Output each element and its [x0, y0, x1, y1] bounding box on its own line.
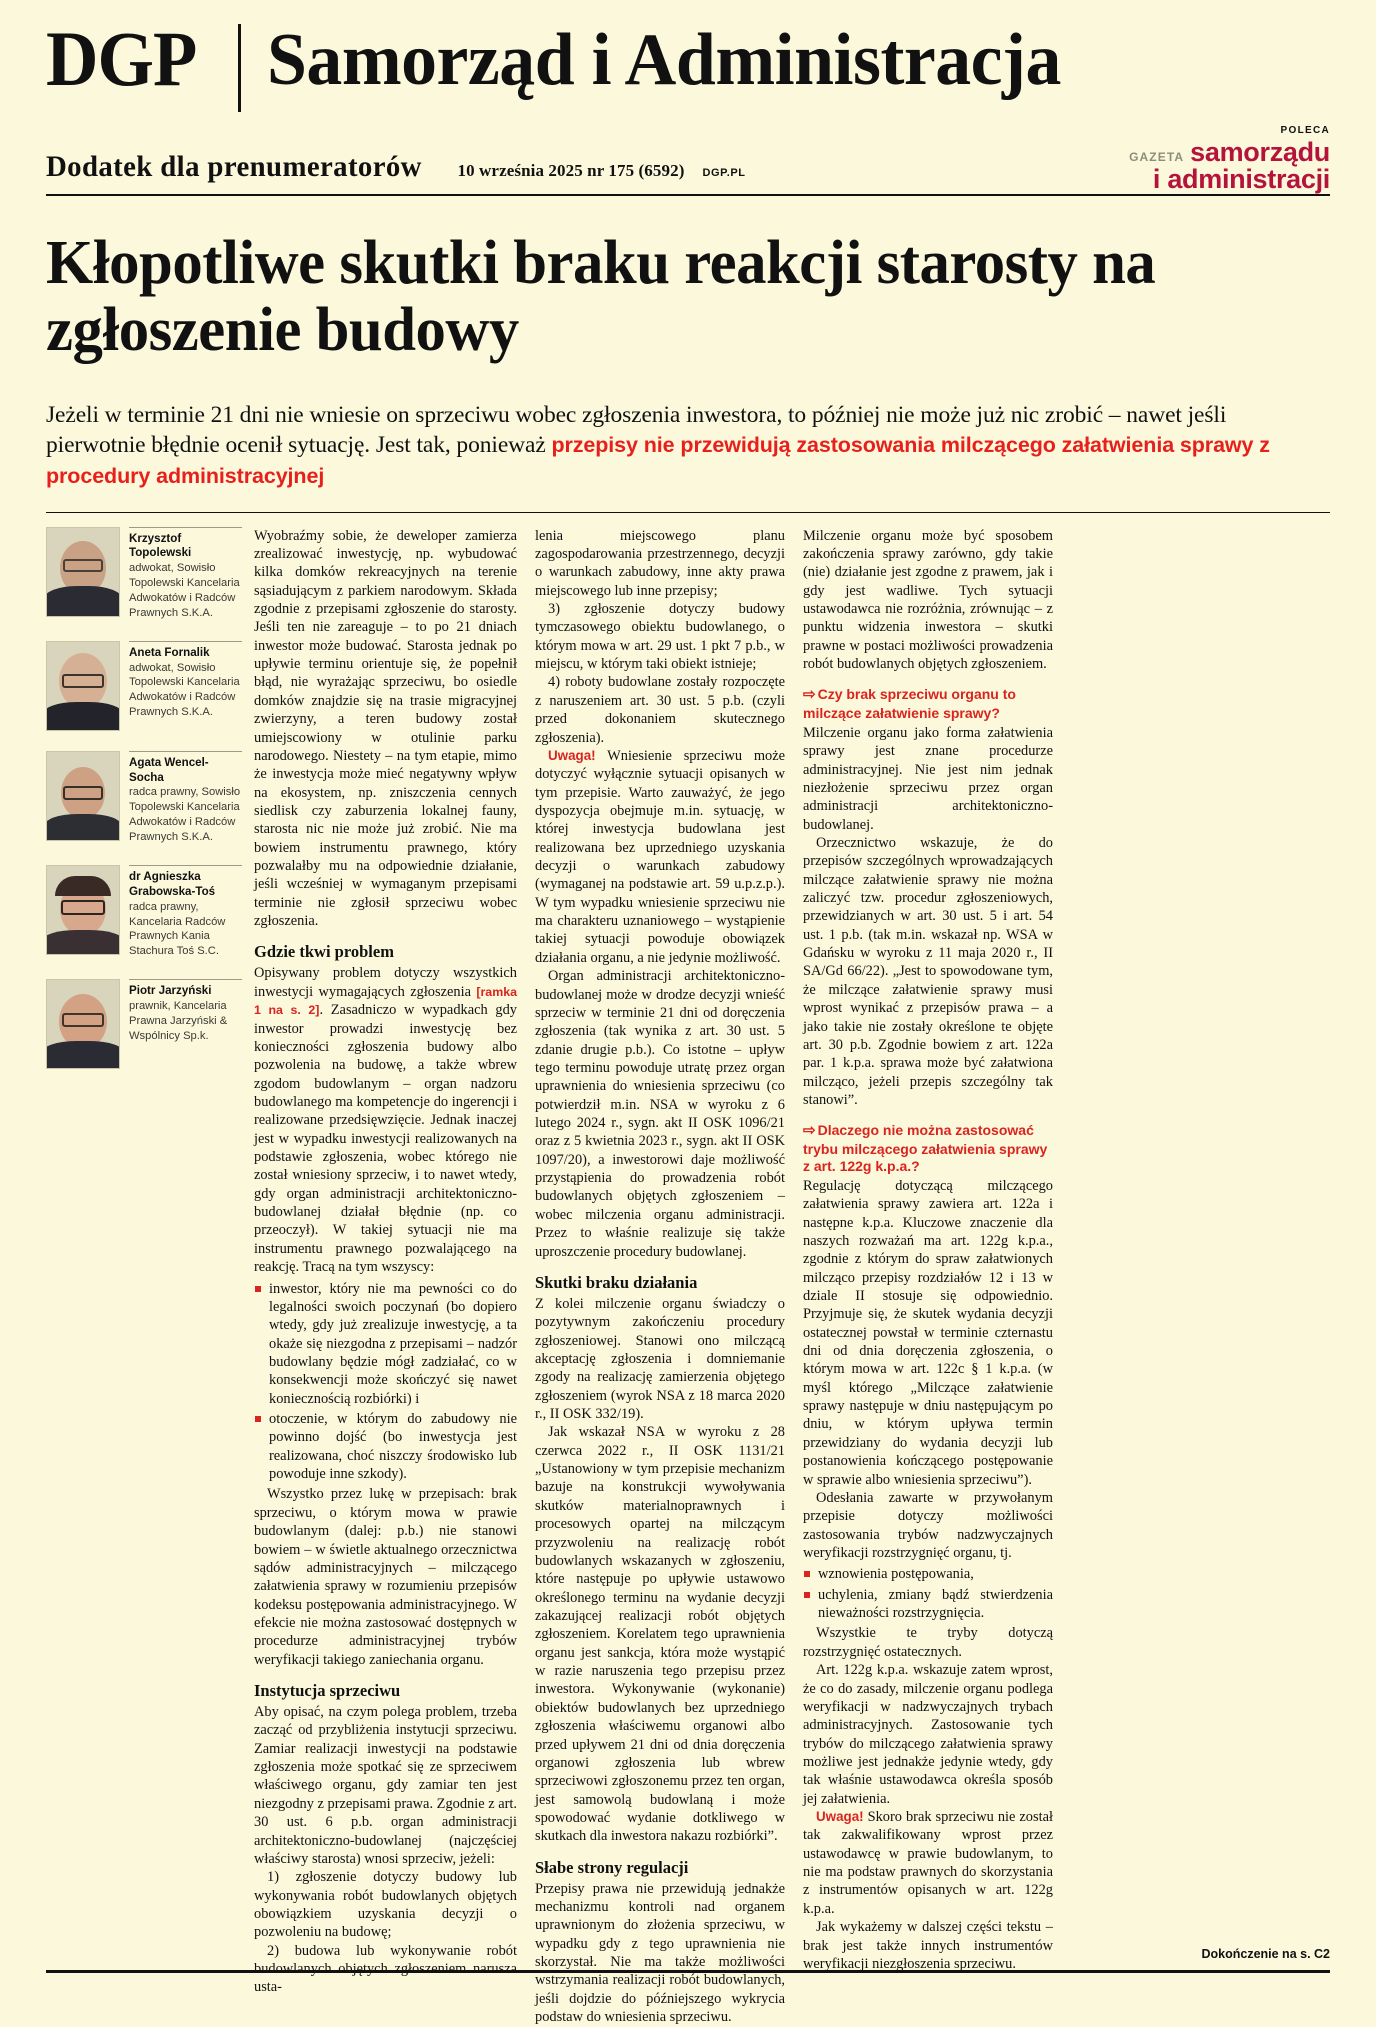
author-card	[46, 751, 242, 845]
partner-brand	[1129, 125, 1330, 194]
author-card	[46, 641, 242, 731]
author-card	[46, 527, 242, 621]
notice-label: Uwaga!	[816, 1809, 864, 1825]
paragraph	[803, 1808, 1053, 1918]
author-rule	[129, 641, 242, 642]
paragraph: Jak wskazał NSA w wyroku z 28 czerwca 2022 r., II OSK 1131/21 „Ustanowiony w tym przepisie mechanizm bazuje na konstrukcji wywoływania skutków materialnoprawnych i procesowych opartej na milczącym przyzwoleniu na realizację robót budowlanych wskazanych w zgłoszeniu, które następuje po upływie ustawowo określonego terminu na wydanie decyzji zakazującej realizacji robót objętych zgłoszeniem. Korelatem tego uprawnienia organu jest sankcja, która może wystąpić w razie naruszenia tego przepisu przez inwestora. Wykonywanie (wykonanie) obiektów budowlanych bez uprzedniego zgłoszenia właściwemu organowi albo przed upływem 21 dni od dnia doręczenia organowi zgłoszenia lub wbrew sprzeciwowi zgłoszonemu przez ten organ, jest samowolą budowlaną i może spowodować wydanie dotkliwego w skutkach dla inwestora nakazu rozbiórki”.	[535, 1424, 785, 1845]
author-rule	[129, 751, 242, 752]
author-role: adwokat, Sowisło Topolewski Kancelaria Adwokatów i Radców Prawnych S.K.A.	[129, 661, 240, 719]
avatar	[46, 865, 120, 955]
paragraph: Organ administracji architektoniczno-budowlanej może w drodze decyzji wnieść sprzeciw w terminie 21 dni od doręczenia zgłoszenia (tak wynika z art. 30 ust. 5 zdanie drugie p.b.). Co istotne – upływ tego terminu powoduje utratę przez organ uprawnienia do wniesienia sprzeciwu (co potwierdził m.in. NSA w wyroku z 6 lutego 2024 r., sygn. akt II OSK 1096/21 oraz z 5 kwietnia 2023 r., sygn. akt II OSK 1097/20), a inwestorowi daje możliwość przystąpienia do prowadzenia robót budowlanych objętych zgłoszeniem – wobec milczenia organu administracji. Przez to właśnie realizuje się także uproszczenie procedury budowlanej.	[535, 968, 785, 1260]
avatar	[46, 751, 120, 841]
author-role: adwokat, Sowisło Topolewski Kancelaria Adwokatów i Radców Prawnych S.K.A.	[129, 562, 240, 619]
article-body	[46, 527, 1330, 2027]
paragraph: Z kolei milczenie organu świadczy o pozytywnym zakończeniu procedury zgłoszeniowej. Stanowi ono milczącą akceptację zgłoszenia i domniemanie zgody na realizację zamierzenia objętego zgłoszeniem (wyrok NSA z 18 marca 2020 r., II OSK 332/19).	[535, 1295, 785, 1423]
paragraph: Art. 122g k.p.a. wskazuje zatem wprost, że co do zasady, milczenie organu podlega weryfikacji w nadzwyczajnych trybach administracyjnych. Zastosowanie tych trybów do milczącego załatwienia sprawy możliwe jest jednakże jedynie wtedy, gdy tak właśnie ustawodawca określa sposób jej załatwienia.	[803, 1662, 1053, 1807]
paragraph-text: Wniesienie sprzeciwu może dotyczyć wyłącznie sytuacji opisanych w tym przepisie. Warto zauważyć, że jego dyspozycja obejmuje m.in. sytuację, w której inwestycja budowlana jest realizowana bez uprzedniego uzyskania decyzji o warunkach zabudowy (wymaganej na podstawie art. 59 u.p.z.p.). W tym wypadku wniesienie sprzeciwu nie ma charakteru uznaniowego – wystąpienie takiej sytuacji powoduje obowiązek działania organu, a nie jedynie możliwość.	[535, 747, 785, 966]
paragraph: Milczenie organu jako forma załatwienia sprawy jest znane procedurze administracyjnej. Nie jest nim jednak niezłożenie sprzeciwu przez organ administracji architektoniczno-budowlanej.	[803, 724, 1053, 833]
paragraph: Jak wykażemy w dalszej części tekstu – brak jest także innych instrumentów weryfikacji niezgłoszenia sprzeciwu.	[803, 1919, 1053, 1972]
author-role: prawnik, Kancelaria Prawna Jarzyński & Wspólnicy Sp.k.	[129, 1000, 228, 1042]
paragraph	[254, 964, 517, 1276]
author-rule	[129, 527, 242, 528]
masthead-title: Samorząd i Administracja	[266, 19, 1061, 101]
avatar	[46, 641, 120, 731]
paragraph: Aby opisać, na czym polega problem, trzeba zacząć od przybliżenia instytucji sprzeciwu. Zamiar realizacji inwestycji na podstawie zgłoszenia może spotkać się ze sprzeciwem właściwego organu, gdy zamiar ten jest niezgodny z przepisami prawa. Zgodnie z art. 30 ust. 6 p.b. organ administracji architektoniczno-budowlanej (najczęściej właściwy starosta) wnosi sprzeciw, jeżeli:	[254, 1704, 517, 1867]
bullet-list	[254, 1280, 517, 1484]
paragraph: Orzecznictwo wskazuje, że do przepisów szczególnych wprowadzających milczące załatwienie sprawy nie można zaliczyć tzw. procedur zgłoszeniowych, przewidzianych w art. 30 ust. 5 i art. 54 ust. 1 p.b. (tak m.in. wskazał np. WSA w Gdańsku w wyroku z 11 maja 2020 r., II SA/Gd 66/22). „Jest to spowodowane tym, że milczące załatwienie sprawy musi wprost wynikać z przepisów prawa – a jako takie nie zostały określone te objęte art. 30 p.b. Zgodnie bowiem z art. 122a par. 1 k.p.a. sprawa może być załatwiona milcząco, jeżeli przepis szczególny tak stanowi”.	[803, 834, 1053, 1108]
author-card	[46, 979, 242, 1069]
list-item: otoczenie, w którym do zabudowy nie powinno dojść (bo inwestycja jest realizowana, choć niszczy środowisko lub powoduje inne szkody).	[254, 1410, 517, 1483]
lead-highlight: przepisy nie przewidują zastosowania milczącego załatwienia sprawy z procedury administracyjnej	[46, 433, 1270, 488]
paragraph	[535, 747, 785, 967]
page-title: Kłopotliwe skutki braku reakcji starosty na zgłoszenie budowy	[46, 229, 1156, 364]
section-heading: Instytucja sprzeciwu	[254, 1681, 401, 1701]
paragraph: Odesłania zawarte w przywołanym przepisie dotyczy możliwości zastosowania trybów nadzwyczajnych weryfikacji rozstrzygnięć organu, tj.	[803, 1489, 1053, 1561]
section-heading: Gdzie tkwi problem	[254, 942, 394, 962]
footer-rule	[46, 1970, 1330, 1973]
paragraph: Wszystkie te tryby dotyczą rozstrzygnięć ostatecznych.	[803, 1625, 1053, 1660]
paragraph: Wszystko przez lukę w przepisach: brak sprzeciwu, o którym mowa w prawie budowlanym (dalej: p.b.) nie stanowi bowiem – w świetle aktualnego orzecznictwa sądów administracyjnych – milczącego załatwienia sprawy w rozumieniu przepisów kodeksu postępowania administracyjnego. W efekcie nie można zastosować dostępnych w procedurze administracyjnej trybów weryfikacji takiego zaniechania organu.	[254, 1486, 517, 1668]
question-heading-text: Dlaczego nie można zastosować trybu milczącego załatwienia sprawy z art. 122g k.p.a.?	[803, 1122, 1048, 1174]
masthead-divider	[238, 24, 241, 112]
list-item: wznowienia postępowania,	[803, 1565, 1053, 1583]
supplement-label: Dodatek dla prenumeratorów	[46, 150, 422, 183]
arrow-right-icon: ⇨	[803, 1122, 816, 1140]
dgp-logo: DGP	[46, 15, 197, 102]
notice-label: Uwaga!	[548, 747, 596, 763]
site-label: DGP.PL	[702, 167, 746, 179]
question-heading-text: Czy brak sprzeciwu organu to milczące załatwienie sprawy?	[803, 686, 1016, 721]
paragraph-text: Opisywany problem dotyczy wszystkich inwestycji wymagających zgłoszenia	[254, 965, 517, 1000]
article-column-3	[794, 527, 1062, 2027]
paragraph: 4) roboty budowlane zostały rozpoczęte z naruszeniem art. 30 ust. 5 p.b. (czyli przed dokonaniem skutecznego zgłoszenia).	[535, 674, 785, 746]
author-name: Krzysztof Topolewski	[129, 531, 192, 560]
author-name: dr Agnieszka Grabowska-Toś	[129, 869, 216, 898]
author-role: radca prawny, Kancelaria Radców Prawnych Kania Stachura Toś S.C.	[129, 900, 226, 958]
brand-line-1: samorządu	[1190, 136, 1330, 167]
lead-rule	[46, 512, 1330, 513]
question-heading	[803, 686, 1053, 721]
author-name: Piotr Jarzyński	[129, 984, 212, 998]
list-item: inwestor, który nie ma pewności co do legalności swoich poczynań (bo dopiero wtedy, gdy już zrealizuje inwestycję, a ta okaże się niezgodna z przepisami – nadzór budowlany będzie mógł zadziałać, co w konsekwencji może skończyć się nawet koniecznością rozbiórki) i	[254, 1280, 517, 1409]
brand-line-2: i administracji	[1152, 164, 1330, 195]
paragraph-text: Skoro brak sprzeciwu nie został tak zakwalifikowany wprost przez ustawodawcę w prawie budowlanym, to nie ma podstaw prawnych do skorzystania z instrumentów opisanych w art. 122g k.p.a.	[803, 1809, 1053, 1917]
paragraph: 2) budowa lub wykonywanie robót budowlanych objętych zgłoszeniem narusza usta-	[254, 1942, 517, 1996]
gazeta-label: GAZETA	[1129, 149, 1185, 164]
paragraph-text: . Zasadniczo w wypadkach gdy inwestor prowadzi inwestycję bez konieczności zgłoszenia budowy albo pozwolenia na budowę, a także wbrew zgodom budowlanym – organ nadzoru budowlanego ma kompetencje do ingerencji i realizowane przedsięwzięcie. Jednak inaczej jest w wypadku inwestycji realizowanych na podstawie zgłoszenia, wobec którego nie został wniesiony sprzeciw, i to nawet wtedy, gdy organ administracji architektoniczno-budowlanej działał błędnie (np. co przeoczył). W takiej sytuacji nie ma instrumentu prawnego pozwalającego na reakcję. Tracą na tym wszyscy:	[254, 1002, 517, 1276]
paragraph: Milczenie organu może być sposobem zakończenia sprawy zarówno, gdy takie (nie) działanie jest zgodne z prawem, jak i gdy jest wadliwe. Tych sytuacji ustawodawca nie rozróżnia, zrównując – z punktu widzenia inwestora – skutki prawne w postaci możliwości prowadzenia robót budowlanych objętych zgłoszeniem.	[803, 527, 1053, 673]
paragraph: 1) zgłoszenie dotyczy budowy lub wykonywania robót budowlanych objętych obowiązkiem uzyskania decyzji o pozwoleniu na budowę;	[254, 1869, 517, 1941]
masthead-subrow	[46, 124, 1330, 195]
continuation-note: Dokończenie na s. C2	[1201, 1947, 1330, 1961]
issue-date: 10 września 2025 nr 175 (6592)	[457, 161, 685, 180]
paragraph: Przepisy prawa nie przewidują jednakże mechanizmu kontroli nad organem uprawnionym do złożenia sprzeciwu, w wypadku gdy z tego uprawnienia nie skorzystał. Nie ma także możliwości wstrzymania realizacji robót budowlanych, jeśli dojdzie do późniejszego wykrycia podstaw do wniesienia sprzeciwu.	[535, 1880, 785, 2026]
paragraph: 3) zgłoszenie dotyczy budowy tymczasowego obiektu budowlanego, o którym mowa w art. 29 ust. 1 pkt 7 p.b., w miejscu, w którym taki obiekt istnieje;	[535, 600, 785, 673]
avatar	[46, 979, 120, 1069]
list-item: uchylenia, zmiany bądź stwierdzenia nieważności rozstrzygnięcia.	[803, 1586, 1053, 1623]
article-column-1	[254, 527, 526, 2027]
page-footer	[46, 1947, 1330, 1973]
arrow-right-icon: ⇨	[803, 686, 816, 704]
author-name: Aneta Fornalik	[129, 645, 210, 659]
bullet-list	[803, 1565, 1053, 1622]
paragraph: Regulację dotyczącą milczącego załatwienia sprawy zawiera art. 122a i następne k.p.a. Kluczowe znaczenie dla naszych rozważań ma art. 122g k.p.a., zgodnie z którym do spraw załatwionych milcząco przepisy rozdziałów 12 i 13 w dziale II stosuje się odpowiednio. Przyjmuje się, że skutek wydania decyzji ostatecznej powstał w terminie czternastu dni od dnia doręczenia zgłoszenia, o którym mowa w art. 122c § 1 k.p.a. (w myśl którego „Milczące załatwienie sprawy następuje w dniu następującym po dniu, w którym upływa termin przewidziany do wydania decyzji lub postanowienia kończącego postępowanie w sprawie albo wniesienia sprzeciwu”).	[803, 1177, 1053, 1488]
question-heading	[803, 1122, 1053, 1174]
avatar	[46, 527, 120, 617]
author-card	[46, 865, 242, 959]
author-rule	[129, 865, 242, 866]
paragraph: Wyobraźmy sobie, że deweloper zamierza zrealizować inwestycję, np. wybudować kilka domków rekreacyjnych na terenie sąsiadującym z parkiem narodowym. Składa zgodnie z przepisami zgłoszenie do starosty. Jeśli ten nie zareaguje – to po 21 dniach inwestor może budować. Starosta jednak po upływie terminu orientuje się, że popełnił błąd, nie wyrażając sprzeciwu, bo osiedle domków znajdzie się na trasie migracyjnej zwierzyny, a teren budowy został umiejscowiony w otulinie parku narodowego. Niestety – na tym etapie, mimo że inwestycja może mieć negatywny wpływ na ekosystem, np. zniszczenia cennych siedlisk czy zaburzenia lokalnej fauny, starosta nic nie może już zrobić. Nie ma bowiem instrumentu prawnego, który pozwalałby mu na odpowiednie działanie, jeśli wcześniej w wymaganym przepisami terminie nie zgłosił sprzeciwu wobec zgłoszenia.	[254, 527, 517, 930]
author-name: Agata Wencel-Socha	[129, 755, 209, 784]
paragraph: lenia miejscowego planu zagospodarowania przestrzennego, decyzji o warunkach zabudowy, inne akty prawa miejscowego lub inne przepisy;	[535, 527, 785, 599]
section-heading: Skutki braku działania	[535, 1272, 698, 1292]
author-role: radca prawny, Sowisło Topolewski Kancelaria Adwokatów i Radców Prawnych S.K.A.	[129, 786, 241, 844]
cross-reference: [ramka 1 na s. 2]	[254, 984, 517, 1018]
author-rule	[129, 979, 242, 980]
article-column-2	[526, 527, 794, 2027]
poleca-label: POLECA	[1280, 124, 1330, 136]
masthead-rule	[46, 194, 1330, 196]
masthead	[46, 0, 1330, 112]
section-heading: Słabe strony regulacji	[535, 1857, 689, 1877]
lead-paragraph	[46, 400, 1330, 492]
author-sidebar	[46, 527, 254, 2027]
lead-text: Jeżeli w terminie 21 dni nie wniesie on sprzeciwu wobec zgłoszenia inwestora, to później nie może już nic zrobić – nawet jeśli pierwotnie błędnie ocenił sytuację. Jest tak, ponieważ	[46, 401, 1227, 459]
